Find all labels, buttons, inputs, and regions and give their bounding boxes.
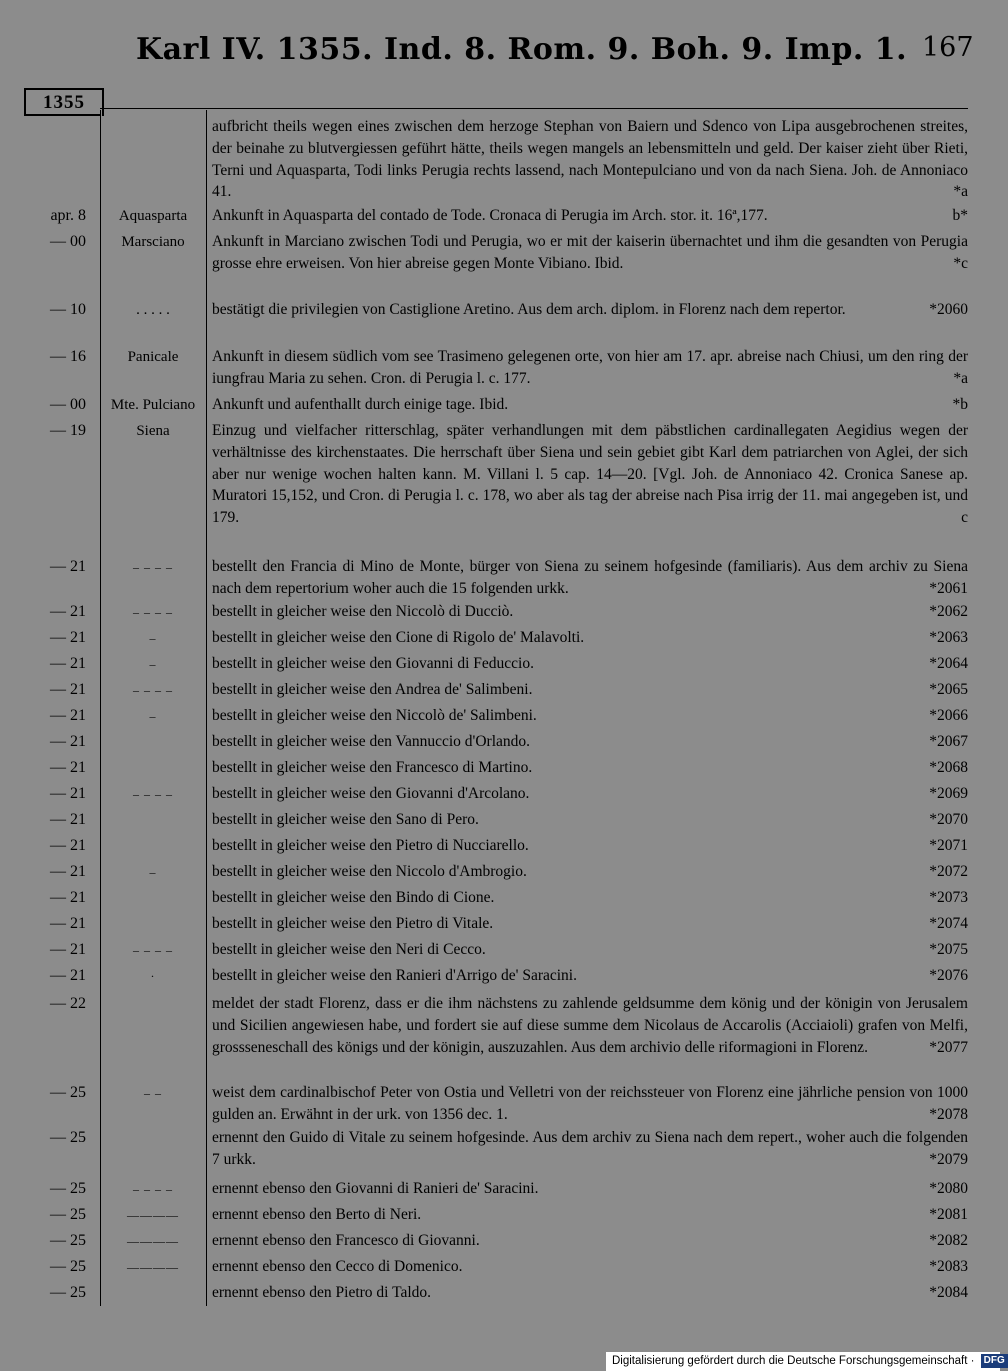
entry-text: meldet der stadt Florenz, dass er die ihm nächstens zu zahlende geldsumme dem könig und der königin von Jerusalem und Sicilien angewiesen habe, und fordert sie auf diese summe dem Nicolaus de Accarolis (Acciaioli) grafen von Melfi, grossseneschall des königs und der königin, auszuzahlen. Aus dem archivio delle riformagioni in Florenz. — [212, 995, 968, 1056]
entry-text-block — [212, 965, 968, 987]
page-header — [0, 28, 1000, 78]
entry-place: ———— — [127, 1260, 179, 1274]
entry-text: bestellt in gleicher weise den Cione di Rigolo de' Malavolti. — [212, 629, 585, 646]
entry-date: — 21 — [50, 863, 86, 880]
entry-date: — 21 — [50, 785, 86, 802]
entry-text: ernennt ebenso den Giovanni di Ranieri de' Saracini. — [212, 1180, 539, 1197]
entry-reference: *2082 — [929, 1232, 968, 1249]
entry-date: — 21 — [50, 629, 86, 646]
entry-reference: b* — [952, 207, 968, 224]
entry-text: bestellt in gleicher weise den Bindo di Cione. — [212, 889, 495, 906]
entry-text: bestellt in gleicher weise den Giovanni d'Arcolano. — [212, 785, 530, 802]
entry-place: – – – – — [133, 683, 173, 697]
entry-text-block — [212, 939, 968, 961]
entry-text-block — [212, 116, 968, 203]
entry-text: bestellt in gleicher weise den Neri di Cecco. — [212, 941, 486, 958]
entry-place: . . . . . — [136, 302, 170, 318]
entry-reference: *2062 — [929, 603, 968, 620]
entry-text: ernennt ebenso den Francesco di Giovanni. — [212, 1232, 480, 1249]
entry-text: Einzug und vielfacher ritterschlag, später verhandlungen mit dem päbstlichen cardinallegaten Aegidius wegen der verhältnisse des kirchenstaates. Die herrschaft über Siena und sein gebiet gibt Karl dem patriarchen von Aglei, der sich aber nur wenige wochen halten kann. M. Villani l. 5 cap. 14—20. [Vgl. Joh. de Annoniaco 42. Cronica Sanese ap. Muratori 15,152, und Cron. di Perugia l. c. 178, wo aber als tag der abreise nach Pisa irrig der 11. mai angegeben ist, und 179. — [212, 422, 968, 527]
entry-place: Panicale — [127, 349, 179, 365]
entry-text-block — [212, 993, 968, 1058]
dfg-logo: DFG — [981, 1354, 1008, 1368]
entry-text: bestellt in gleicher weise den Vannuccio d'Orlando. — [212, 733, 531, 750]
entry-text: bestellt in gleicher weise den Niccolo d'Ambrogio. — [212, 863, 527, 880]
year-rule — [24, 114, 100, 116]
entry-reference: *2083 — [929, 1258, 968, 1275]
entry-reference: *a — [953, 183, 968, 201]
running-title: Karl IV. 1355. Ind. 8. Rom. 9. Boh. 9. Imp. 1. — [136, 32, 908, 67]
entry-date: — 00 — [50, 233, 86, 250]
entry-reference: *a — [953, 369, 968, 387]
entry-reference: *2078 — [929, 1105, 968, 1123]
entry-place: – – – – — [133, 787, 173, 801]
entry-text: bestellt in gleicher weise den Andrea de' Salimbeni. — [212, 681, 533, 698]
entry-place: Aquasparta — [118, 208, 188, 224]
entry-text-block — [212, 556, 968, 600]
entry-place: – – – – — [133, 943, 173, 957]
entry-text-block — [212, 705, 968, 727]
entry-text-block — [212, 299, 968, 321]
entry-reference: *2075 — [929, 941, 968, 958]
entry-place: Marsciano — [121, 234, 185, 250]
entry-reference: *2084 — [929, 1284, 968, 1301]
entry-date: — 25 — [50, 1206, 86, 1223]
entry-date: — 25 — [50, 1129, 86, 1146]
entry-text: ernennt ebenso den Cecco di Domenico. — [212, 1258, 463, 1275]
entry-text-block — [212, 835, 968, 857]
entry-place: · — [150, 969, 156, 983]
entry-place: – — [149, 865, 157, 879]
entry-text-block — [212, 913, 968, 935]
entry-text: bestellt in gleicher weise den Niccolò de' Salimbeni. — [212, 707, 537, 724]
entry-text: bestellt in gleicher weise den Francesco di Martino. — [212, 759, 533, 776]
entry-date: — 21 — [50, 558, 86, 575]
entry-text-block — [212, 757, 968, 779]
entry-place: ———— — [127, 1208, 179, 1222]
year-label: 1355 — [24, 88, 104, 116]
entry-text-block — [212, 731, 968, 753]
entry-date: — 25 — [50, 1284, 86, 1301]
entry-text-block — [212, 205, 968, 227]
entry-text: Ankunft in Aquasparta del contado de Tode. Cronaca di Perugia im Arch. stor. it. 16ª,177. — [212, 207, 768, 224]
entry-reference: *2071 — [929, 837, 968, 854]
entry-reference: *2060 — [929, 301, 968, 318]
entry-place: – – — [144, 1086, 162, 1100]
entry-reference: *2074 — [929, 915, 968, 932]
entry-text: bestellt in gleicher weise den Ranieri d'Arrigo de' Saracini. — [212, 967, 577, 984]
entry-reference: *2066 — [929, 707, 968, 724]
entry-text-block — [212, 231, 968, 275]
entry-text: ernennt ebenso den Berto di Neri. — [212, 1206, 422, 1223]
entry-reference: *2067 — [929, 733, 968, 750]
entry-reference: *2081 — [929, 1206, 968, 1223]
entry-text: weist dem cardinalbischof Peter von Ostia und Velletri von der reichssteuer von Florenz eine jährliche pension von 1000 gulden an. Erwähnt in der urk. von 1356 dec. 1. — [212, 1084, 968, 1123]
entry-text: bestellt in gleicher weise den Giovanni di Feduccio. — [212, 655, 534, 672]
entry-date: — 25 — [50, 1084, 86, 1101]
entry-date: — 25 — [50, 1180, 86, 1197]
entry-text-block — [212, 1204, 968, 1226]
entry-reference: *2061 — [929, 579, 968, 597]
entry-reference: *2079 — [929, 1150, 968, 1168]
entry-date: — 21 — [50, 655, 86, 672]
entry-text-block — [212, 1282, 968, 1304]
entry-text: bestellt den Francia di Mino de Monte, bürger von Siena zu seinem hofgesinde (familiaris). Aus dem archiv zu Siena nach dem repertorium woher auch die 15 folgenden urkk. — [212, 558, 968, 597]
entry-text: Ankunft in diesem südlich vom see Trasimeno gelegenen orte, von hier am 17. apr. abreise nach Chiusi, um den ring der iungfrau Maria zu sehen. Cron. di Perugia l. c. 177. — [212, 348, 968, 387]
entry-date: — 16 — [50, 348, 86, 365]
entry-place: – — [149, 631, 157, 645]
entry-text: bestätigt die privilegien von Castiglione Aretino. Aus dem arch. diplom. in Florenz nach dem repertor. — [212, 301, 846, 318]
entry-text-block — [212, 1178, 968, 1200]
entry-reference: *2068 — [929, 759, 968, 776]
entry-text-block — [212, 679, 968, 701]
entry-text: Ankunft in Marciano zwischen Todi und Perugia, wo er mit der kaiserin übernachtet und ihm die gesandten von Perugia grosse ehre erweisen. Von hier abreise gegen Monte Vibiano. Ibid. — [212, 233, 968, 272]
entry-text-block — [212, 1230, 968, 1252]
entry-place: Mte. Pulciano — [110, 397, 196, 413]
column-divider-place — [206, 110, 207, 1306]
entry-text-block — [212, 1256, 968, 1278]
entry-date: — 25 — [50, 1258, 86, 1275]
entry-place: Siena — [136, 423, 170, 439]
entry-text-block — [212, 627, 968, 649]
entry-text-block — [212, 653, 968, 675]
entry-reference: *2077 — [929, 1038, 968, 1056]
entry-text-block — [212, 420, 968, 529]
entry-date: — 21 — [50, 967, 86, 984]
entry-text-block — [212, 887, 968, 909]
entry-reference: *2072 — [929, 863, 968, 880]
entry-date: — 00 — [50, 396, 86, 413]
entry-date: — 21 — [50, 603, 86, 620]
entry-reference: *2064 — [929, 655, 968, 672]
entry-text: aufbricht theils wegen eines zwischen dem herzoge Stephan von Baiern und Sdenco von Lipa ausgebrochenen streites, der beinahe zu blutvergiessen geführt hätte, theils wegen mangels an lebensmitteln und geld. Der kaiser zieht über Rieti, Terni und Aquasparta, Todi links Perugia rechts lassend, nach Montepulciano und von da nach Siena. Joh. de Annoniaco 41. — [212, 118, 968, 201]
entry-date: — 21 — [50, 707, 86, 724]
entry-place: ———— — [127, 1234, 179, 1248]
entry-date: apr. 8 — [50, 207, 86, 224]
entry-reference: c — [961, 509, 968, 527]
entry-reference: *2076 — [929, 967, 968, 984]
entry-place: – – – – — [133, 605, 173, 619]
entry-text: bestellt in gleicher weise den Pietro di Vitale. — [212, 915, 494, 932]
entry-date: — 21 — [50, 837, 86, 854]
entry-date: — 21 — [50, 733, 86, 750]
entry-reference: *2069 — [929, 785, 968, 802]
entry-date: — 21 — [50, 889, 86, 906]
entry-reference: *b — [952, 396, 968, 413]
entry-date: — 19 — [50, 422, 86, 439]
entry-reference: *2080 — [929, 1180, 968, 1197]
entry-text: bestellt in gleicher weise den Sano di Pero. — [212, 811, 479, 828]
entry-place: – — [149, 709, 157, 723]
entry-text-block — [212, 346, 968, 390]
entry-reference: *2073 — [929, 889, 968, 906]
entry-date: — 21 — [50, 811, 86, 828]
entry-date: — 21 — [50, 759, 86, 776]
entry-date: — 25 — [50, 1232, 86, 1249]
top-rule — [100, 108, 968, 109]
entry-text-block — [212, 394, 968, 416]
entry-text: bestellt in gleicher weise den Niccolò di Ducciò. — [212, 603, 514, 620]
entry-date: — 22 — [50, 995, 86, 1012]
entry-text-block — [212, 861, 968, 883]
entry-place: – — [149, 657, 157, 671]
entry-text-block — [212, 601, 968, 623]
entry-text: Ankunft und aufenthallt durch einige tage. Ibid. — [212, 396, 509, 413]
entry-place: – – – – — [133, 560, 173, 574]
entry-reference: *2070 — [929, 811, 968, 828]
funding-footer — [606, 1352, 1005, 1371]
entry-date: — 21 — [50, 681, 86, 698]
entry-reference: *c — [953, 254, 968, 272]
entry-text-block — [212, 783, 968, 805]
entry-text: ernennt den Guido di Vitale zu seinem hofgesinde. Aus dem archiv zu Siena nach dem repert., woher auch die folgenden 7 urkk. — [212, 1129, 968, 1168]
entry-text-block — [212, 809, 968, 831]
entry-text: bestellt in gleicher weise den Pietro di Nucciarello. — [212, 837, 529, 854]
entry-reference: *2063 — [929, 629, 968, 646]
entry-text-block — [212, 1082, 968, 1126]
entry-text: ernennt ebenso den Pietro di Taldo. — [212, 1284, 432, 1301]
entry-reference: *2065 — [929, 681, 968, 698]
entry-place: – – – – — [133, 1182, 173, 1196]
entry-date: — 21 — [50, 915, 86, 932]
entry-date: — 21 — [50, 941, 86, 958]
entry-date: — 10 — [50, 301, 86, 318]
page-number: 167 — [922, 32, 974, 63]
entry-text-block — [212, 1127, 968, 1171]
funding-note: Digitalisierung gefördert durch die Deutsche Forschungsgemeinschaft · — [612, 1355, 975, 1367]
